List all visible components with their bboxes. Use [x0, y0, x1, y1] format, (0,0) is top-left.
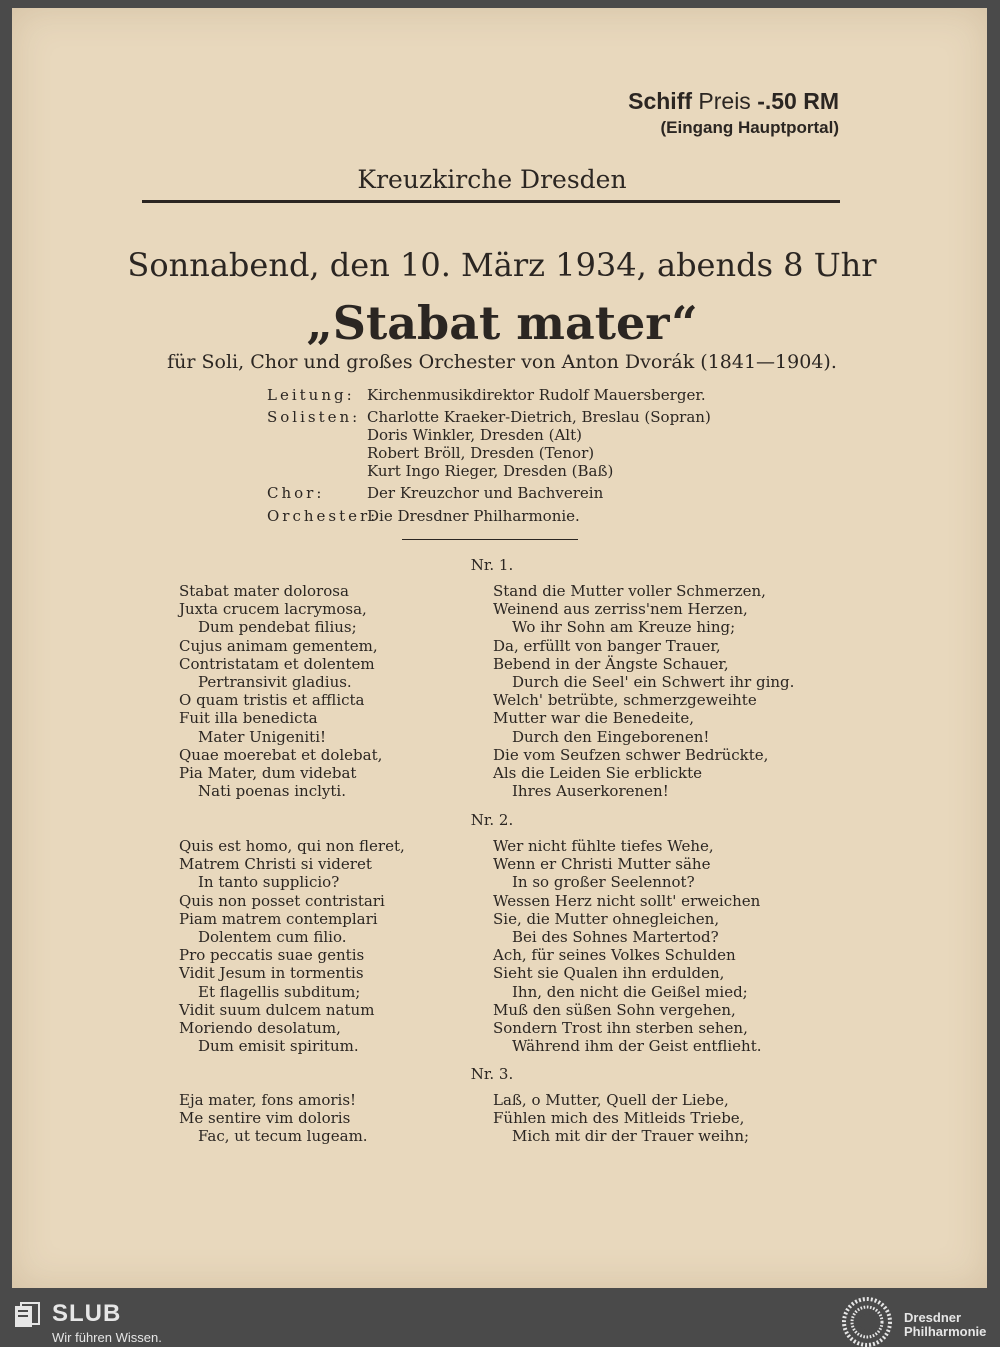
verse-line: Bebend in der Ängste Schauer,: [493, 654, 729, 673]
verse-line: Stand die Mutter voller Schmerzen,: [493, 582, 766, 600]
verse-line: Quis non posset contristari: [179, 891, 385, 910]
verse-line: Pia Mater, dum videbat: [179, 763, 357, 782]
verse-line: Ihres Auserkorenen!: [512, 782, 669, 801]
verse-line: Matrem Christi si videret: [179, 855, 372, 874]
german-text: [493, 837, 762, 1055]
verse-line: In so großer Seelennot?: [512, 873, 695, 892]
verse-line: Wenn er Christi Mutter sähe: [493, 855, 711, 874]
latin-text: [179, 837, 405, 1055]
verse-line: Piam matrem contemplari: [179, 909, 378, 928]
verse-line: Stabat mater dolorosa: [179, 582, 349, 600]
header-divider: [142, 200, 840, 203]
verse-line: Wessen Herz nicht sollt' erweichen: [493, 891, 761, 910]
chor-value: Der Kreuzchor und Bachverein: [367, 484, 604, 502]
verse-line: Wer nicht fühlte tiefes Wehe,: [493, 837, 714, 855]
verse-line: Bei des Sohnes Martertod?: [512, 927, 719, 946]
verse-line: Dum pendebat filius;: [198, 618, 357, 637]
verse-line: Da, erfüllt von banger Trauer,: [493, 636, 721, 655]
verse-line: Sie, die Mutter ohnegleichen,: [493, 909, 720, 928]
verse-line: Wo ihr Sohn am Kreuze hing;: [512, 618, 736, 637]
verse-line: Dolentem cum filio.: [198, 927, 347, 946]
verse-line: Contristatam et dolentem: [179, 654, 375, 673]
seating-area: Schiff: [628, 88, 693, 114]
program-sheet: [12, 8, 987, 1288]
philharmonie-name-line1: Dresdner: [904, 1310, 962, 1325]
price-label: Preis: [698, 88, 751, 114]
slub-tagline: Wir führen Wissen.: [52, 1330, 162, 1345]
leitung-label: Leitung:: [267, 386, 355, 404]
verse-line: Als die Leiden Sie erblickte: [493, 763, 703, 782]
verse-line: Me sentire vim doloris: [179, 1109, 351, 1128]
verse-line: Sieht sie Qualen ihn erdulden,: [493, 964, 725, 983]
verse-line: Eja mater, fons amoris!: [179, 1091, 357, 1109]
verse-line: Durch den Eingeborenen!: [512, 727, 710, 746]
verse-line: Pertransivit gladius.: [198, 672, 352, 691]
verse-line: Cujus animam gementem,: [179, 636, 378, 655]
price-value: -.50 RM: [757, 88, 839, 114]
verse-line: Et flagellis subditum;: [198, 982, 361, 1001]
work-subtitle: für Soli, Chor und großes Orchester von Anton Dvorák (1841—1904).: [167, 351, 837, 373]
church-name: Kreuzkirche Dresden: [357, 165, 627, 194]
verse-line: Die vom Seufzen schwer Bedrückte,: [493, 745, 769, 764]
verse-line: Ihn, den nicht die Geißel mied;: [512, 982, 748, 1001]
verse-line: Vidit Jesum in tormentis: [179, 964, 364, 983]
slub-name: SLUB: [52, 1300, 122, 1327]
verse-line: Mater Unigeniti!: [198, 727, 327, 746]
verse-line: Moriendo desolatum,: [179, 1018, 341, 1037]
latin-text: [179, 582, 382, 800]
slub-logo-icon: [14, 1302, 40, 1328]
verse-line: Fühlen mich des Mitleids Triebe,: [493, 1109, 745, 1128]
verse-line: Juxta crucem lacrymosa,: [179, 600, 367, 619]
latin-text: [179, 1091, 368, 1146]
verse-line: Durch die Seel' ein Schwert ihr ging.: [512, 672, 795, 691]
verse-line: Quae moerebat et dolebat,: [179, 745, 383, 764]
verse-line: Weinend aus zerriss'nem Herzen,: [493, 600, 748, 619]
section-number: Nr. 2.: [470, 811, 514, 829]
verse-line: Mich mit dir der Trauer weihn;: [512, 1127, 750, 1146]
verse-line: O quam tristis et afflicta: [179, 691, 365, 710]
verse-line: Ach, für seines Volkes Schulden: [493, 946, 736, 965]
verse-line: Fuit illa benedicta: [179, 709, 318, 728]
footer-bar: [0, 1296, 1000, 1347]
orchester-label: Orchester:: [267, 507, 379, 525]
verse-line: Pro peccatis suae gentis: [179, 946, 365, 965]
german-text: [493, 582, 794, 800]
philharmonie-name-line2: Philharmonie: [904, 1324, 987, 1339]
verse-line: Sondern Trost ihn sterben sehen,: [493, 1018, 748, 1037]
section-number: Nr. 3.: [470, 1065, 514, 1083]
chor-label: Chor:: [267, 484, 325, 502]
soloist: Charlotte Kraeker-Dietrich, Breslau (Sopran): [367, 408, 711, 426]
entrance-note: (Eingang Hauptportal): [660, 118, 839, 137]
german-text: [493, 1091, 749, 1146]
verse-line: Dum emisit spiritum.: [198, 1037, 359, 1056]
section-number: Nr. 1.: [470, 556, 514, 574]
verse-line: Welch' betrübte, schmerzgeweihte: [493, 691, 757, 710]
verse-line: In tanto supplicio?: [198, 873, 340, 892]
verse-line: Muß den süßen Sohn vergehen,: [493, 1000, 736, 1019]
orchester-value: Die Dresdner Philharmonie.: [367, 507, 580, 525]
event-date: Sonnabend, den 10. März 1934, abends 8 Uhr: [127, 246, 877, 284]
soloist: Doris Winkler, Dresden (Alt): [367, 426, 582, 444]
verse-line: Vidit suum dulcem natum: [179, 1000, 375, 1019]
section-divider: [402, 539, 578, 540]
soloist: Kurt Ingo Rieger, Dresden (Baß): [367, 462, 614, 480]
solisten-label: Solisten:: [267, 408, 361, 426]
price-line: [628, 88, 839, 115]
verse-line: Fac, ut tecum lugeam.: [198, 1127, 368, 1146]
verse-line: Quis est homo, qui non fleret,: [179, 837, 405, 855]
soloist: Robert Bröll, Dresden (Tenor): [367, 444, 595, 462]
leitung-value: Kirchenmusikdirektor Rudolf Mauersberger.: [367, 386, 706, 404]
verse-line: Nati poenas inclyti.: [198, 782, 346, 801]
philharmonie-logo-icon: [842, 1297, 892, 1347]
verse-line: Laß, o Mutter, Quell der Liebe,: [493, 1091, 729, 1109]
verse-line: Mutter war die Benedeite,: [493, 709, 695, 728]
verse-line: Während ihm der Geist entflieht.: [512, 1037, 762, 1056]
work-title: „Stabat mater“: [306, 296, 698, 350]
